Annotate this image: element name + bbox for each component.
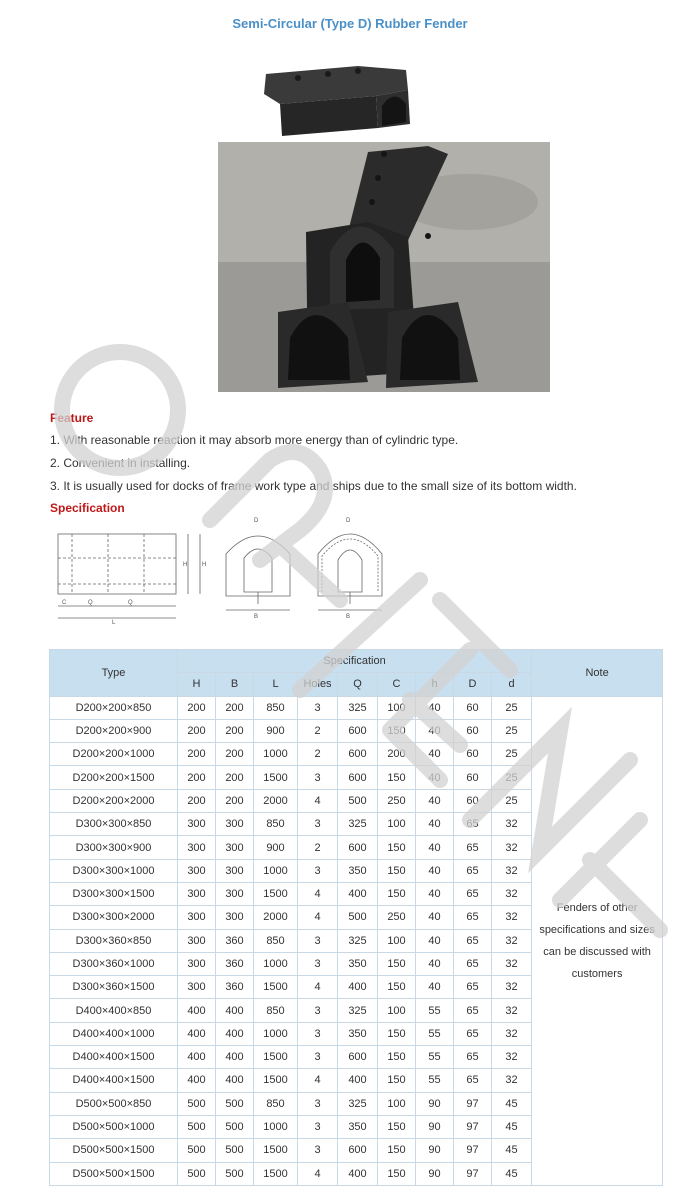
spec-cell: 97: [454, 1139, 492, 1162]
spec-cell: 3: [298, 813, 338, 836]
spec-cell: 300: [178, 952, 216, 975]
type-column-header: Type: [50, 650, 178, 697]
drawing-label: D: [346, 518, 351, 524]
spec-cell: 325: [338, 929, 378, 952]
spec-cell: 1000: [254, 1022, 298, 1045]
spec-cell: 250: [378, 906, 416, 929]
spec-cell: 45: [492, 1162, 532, 1185]
spec-column-header: H: [178, 673, 216, 696]
spec-cell: 4: [298, 882, 338, 905]
spec-cell: 100: [378, 813, 416, 836]
type-cell: D400×400×850: [50, 999, 178, 1022]
spec-cell: 65: [454, 882, 492, 905]
spec-cell: 2000: [254, 906, 298, 929]
spec-cell: 300: [178, 929, 216, 952]
spec-cell: 90: [416, 1092, 454, 1115]
spec-column-header: B: [216, 673, 254, 696]
spec-cell: 1500: [254, 766, 298, 789]
spec-cell: 300: [216, 813, 254, 836]
spec-cell: 300: [178, 976, 216, 999]
spec-cell: 200: [178, 789, 216, 812]
spec-cell: 90: [416, 1162, 454, 1185]
spec-cell: 500: [216, 1162, 254, 1185]
spec-cell: 850: [254, 929, 298, 952]
spec-cell: 97: [454, 1115, 492, 1138]
spec-cell: 65: [454, 859, 492, 882]
spec-cell: 500: [216, 1092, 254, 1115]
spec-cell: 600: [338, 1139, 378, 1162]
spec-cell: 40: [416, 836, 454, 859]
spec-cell: 32: [492, 813, 532, 836]
spec-cell: 325: [338, 1092, 378, 1115]
spec-cell: 3: [298, 1139, 338, 1162]
spec-cell: 3: [298, 929, 338, 952]
spec-cell: 97: [454, 1162, 492, 1185]
spec-cell: 55: [416, 1022, 454, 1045]
type-cell: D200×200×1000: [50, 743, 178, 766]
spec-cell: 150: [378, 1139, 416, 1162]
drawing-label: L: [112, 620, 116, 626]
spec-cell: 300: [216, 882, 254, 905]
spec-cell: 850: [254, 1092, 298, 1115]
spec-column-header: D: [454, 673, 492, 696]
type-cell: D300×300×1500: [50, 882, 178, 905]
spec-cell: 150: [378, 859, 416, 882]
type-cell: D500×500×1500: [50, 1139, 178, 1162]
spec-cell: 150: [378, 1022, 416, 1045]
spec-cell: 200: [216, 719, 254, 742]
spec-cell: 400: [178, 1022, 216, 1045]
spec-cell: 400: [216, 999, 254, 1022]
spec-cell: 32: [492, 1022, 532, 1045]
spec-cell: 400: [216, 1069, 254, 1092]
spec-cell: 200: [178, 766, 216, 789]
spec-cell: 3: [298, 952, 338, 975]
type-cell: D300×360×1000: [50, 952, 178, 975]
feature-item: 2. Convenient in installing.: [50, 456, 191, 470]
spec-cell: 40: [416, 952, 454, 975]
spec-cell: 40: [416, 813, 454, 836]
spec-cell: 90: [416, 1139, 454, 1162]
spec-cell: 350: [338, 1115, 378, 1138]
spec-cell: 90: [416, 1115, 454, 1138]
spec-cell: 60: [454, 743, 492, 766]
spec-cell: 360: [216, 952, 254, 975]
spec-cell: 400: [178, 999, 216, 1022]
spec-cell: 32: [492, 976, 532, 999]
type-cell: D300×360×850: [50, 929, 178, 952]
spec-cell: 1000: [254, 743, 298, 766]
spec-cell: 40: [416, 882, 454, 905]
spec-cell: 32: [492, 1069, 532, 1092]
spec-cell: 3: [298, 859, 338, 882]
spec-cell: 1500: [254, 1139, 298, 1162]
note-column-header: Note: [532, 650, 663, 697]
spec-cell: 25: [492, 719, 532, 742]
spec-cell: 2: [298, 743, 338, 766]
type-cell: D300×300×900: [50, 836, 178, 859]
spec-cell: 45: [492, 1092, 532, 1115]
spec-cell: 65: [454, 929, 492, 952]
spec-cell: 850: [254, 999, 298, 1022]
spec-cell: 1000: [254, 859, 298, 882]
spec-cell: 500: [178, 1162, 216, 1185]
spec-cell: 600: [338, 836, 378, 859]
type-cell: D200×200×2000: [50, 789, 178, 812]
spec-cell: 40: [416, 696, 454, 719]
spec-cell: 40: [416, 906, 454, 929]
spec-cell: 200: [216, 696, 254, 719]
drawing-label: H: [183, 562, 188, 568]
spec-cell: 250: [378, 789, 416, 812]
spec-cell: 500: [178, 1139, 216, 1162]
spec-column-header: Q: [338, 673, 378, 696]
spec-cell: 500: [216, 1139, 254, 1162]
spec-cell: 40: [416, 719, 454, 742]
spec-cell: 25: [492, 696, 532, 719]
spec-cell: 65: [454, 976, 492, 999]
spec-cell: 150: [378, 882, 416, 905]
fender-technical-drawing: [48, 514, 448, 626]
spec-cell: 1500: [254, 1069, 298, 1092]
spec-cell: 2: [298, 719, 338, 742]
spec-cell: 60: [454, 766, 492, 789]
spec-cell: 4: [298, 906, 338, 929]
spec-cell: 3: [298, 696, 338, 719]
spec-cell: 300: [178, 813, 216, 836]
spec-cell: 3: [298, 999, 338, 1022]
drawing-label: B: [254, 614, 259, 620]
spec-cell: 500: [178, 1115, 216, 1138]
spec-column-header: L: [254, 673, 298, 696]
spec-cell: 325: [338, 696, 378, 719]
spec-cell: 100: [378, 999, 416, 1022]
spec-cell: 200: [178, 719, 216, 742]
page-title: Semi-Circular (Type D) Rubber Fender: [232, 16, 468, 31]
drawing-label: B: [346, 614, 351, 620]
type-cell: D200×200×900: [50, 719, 178, 742]
spec-cell: 60: [454, 789, 492, 812]
spec-cell: 400: [178, 1069, 216, 1092]
feature-item: 1. With reasonable reaction it may absorb more energy than of cylindric type.: [50, 433, 459, 447]
spec-cell: 1500: [254, 882, 298, 905]
spec-cell: 40: [416, 789, 454, 812]
spec-cell: 360: [216, 976, 254, 999]
spec-cell: 900: [254, 836, 298, 859]
spec-cell: 3: [298, 1092, 338, 1115]
spec-cell: 400: [338, 1162, 378, 1185]
spec-cell: 32: [492, 1046, 532, 1069]
spec-column-header: d: [492, 673, 532, 696]
spec-cell: 25: [492, 766, 532, 789]
spec-cell: 100: [378, 696, 416, 719]
drawing-label: H: [202, 562, 207, 568]
spec-cell: 150: [378, 1115, 416, 1138]
spec-cell: 65: [454, 836, 492, 859]
spec-cell: 4: [298, 1069, 338, 1092]
spec-cell: 300: [178, 836, 216, 859]
type-cell: D400×400×1500: [50, 1069, 178, 1092]
specification-heading: Specification: [50, 501, 125, 515]
type-cell: D500×500×1000: [50, 1115, 178, 1138]
spec-cell: 1500: [254, 1162, 298, 1185]
specification-table: [49, 649, 663, 1186]
drawing-label: D: [254, 518, 259, 524]
type-cell: D400×400×1500: [50, 1046, 178, 1069]
spec-cell: 3: [298, 1022, 338, 1045]
spec-cell: 32: [492, 929, 532, 952]
spec-cell: 150: [378, 1046, 416, 1069]
spec-cell: 300: [216, 836, 254, 859]
drawing-label: C: [62, 600, 67, 606]
spec-cell: 32: [492, 999, 532, 1022]
spec-cell: 200: [178, 696, 216, 719]
spec-cell: 400: [338, 1069, 378, 1092]
fender-installation-photo: [218, 142, 550, 392]
spec-cell: 4: [298, 1162, 338, 1185]
spec-cell: 300: [178, 882, 216, 905]
drawing-label: Q: [88, 600, 93, 606]
spec-cell: 200: [216, 766, 254, 789]
spec-cell: 150: [378, 952, 416, 975]
spec-cell: 400: [178, 1046, 216, 1069]
spec-cell: 45: [492, 1115, 532, 1138]
spec-cell: 500: [338, 906, 378, 929]
spec-cell: 600: [338, 719, 378, 742]
spec-cell: 100: [378, 1092, 416, 1115]
note-cell: Fenders of other specifications and sizes can be discussed with customers: [532, 696, 663, 1185]
spec-cell: 1000: [254, 952, 298, 975]
spec-cell: 1500: [254, 976, 298, 999]
spec-cell: 150: [378, 836, 416, 859]
spec-cell: 500: [178, 1092, 216, 1115]
spec-cell: 300: [216, 859, 254, 882]
spec-cell: 40: [416, 976, 454, 999]
spec-cell: 150: [378, 976, 416, 999]
spec-cell: 600: [338, 1046, 378, 1069]
spec-cell: 150: [378, 1162, 416, 1185]
spec-cell: 1500: [254, 1046, 298, 1069]
spec-cell: 32: [492, 859, 532, 882]
spec-cell: 3: [298, 1046, 338, 1069]
spec-cell: 32: [492, 952, 532, 975]
spec-cell: 55: [416, 1069, 454, 1092]
type-cell: D500×500×1500: [50, 1162, 178, 1185]
type-cell: D300×300×1000: [50, 859, 178, 882]
spec-cell: 150: [378, 719, 416, 742]
spec-cell: 32: [492, 836, 532, 859]
spec-cell: 200: [216, 743, 254, 766]
spec-cell: 150: [378, 766, 416, 789]
spec-cell: 65: [454, 952, 492, 975]
type-cell: D300×360×1500: [50, 976, 178, 999]
feature-item: 3. It is usually used for docks of frame work type and ships due to the small size of its bottom width.: [50, 479, 577, 493]
spec-column-header: Holes: [298, 673, 338, 696]
spec-cell: 300: [178, 906, 216, 929]
spec-cell: 325: [338, 813, 378, 836]
spec-cell: 25: [492, 743, 532, 766]
spec-cell: 3: [298, 766, 338, 789]
spec-cell: 65: [454, 1022, 492, 1045]
type-cell: D200×200×1500: [50, 766, 178, 789]
spec-cell: 60: [454, 696, 492, 719]
spec-cell: 350: [338, 859, 378, 882]
spec-cell: 500: [216, 1115, 254, 1138]
type-cell: D400×400×1000: [50, 1022, 178, 1045]
spec-cell: 65: [454, 906, 492, 929]
spec-cell: 900: [254, 719, 298, 742]
spec-cell: 32: [492, 906, 532, 929]
spec-cell: 400: [216, 1022, 254, 1045]
spec-cell: 40: [416, 859, 454, 882]
spec-cell: 400: [338, 882, 378, 905]
spec-cell: 2000: [254, 789, 298, 812]
spec-cell: 500: [338, 789, 378, 812]
spec-cell: 200: [378, 743, 416, 766]
spec-cell: 200: [178, 743, 216, 766]
spec-cell: 60: [454, 719, 492, 742]
spec-cell: 600: [338, 743, 378, 766]
drawing-label: Q: [128, 600, 133, 606]
spec-cell: 100: [378, 929, 416, 952]
spec-cell: 300: [178, 859, 216, 882]
spec-cell: 400: [338, 976, 378, 999]
spec-cell: 360: [216, 929, 254, 952]
spec-cell: 850: [254, 813, 298, 836]
spec-cell: 65: [454, 999, 492, 1022]
type-cell: D200×200×850: [50, 696, 178, 719]
type-cell: D300×300×2000: [50, 906, 178, 929]
spec-cell: 200: [216, 789, 254, 812]
type-cell: D300×300×850: [50, 813, 178, 836]
spec-cell: 55: [416, 1046, 454, 1069]
spec-cell: 350: [338, 1022, 378, 1045]
spec-cell: 4: [298, 789, 338, 812]
spec-cell: 65: [454, 1046, 492, 1069]
specification-column-header: Specification: [178, 650, 532, 673]
spec-cell: 350: [338, 952, 378, 975]
spec-cell: 65: [454, 1069, 492, 1092]
spec-cell: 97: [454, 1092, 492, 1115]
feature-heading: Feature: [50, 411, 94, 425]
spec-column-header: h: [416, 673, 454, 696]
spec-cell: 2: [298, 836, 338, 859]
spec-cell: 400: [216, 1046, 254, 1069]
spec-cell: 55: [416, 999, 454, 1022]
spec-cell: 45: [492, 1139, 532, 1162]
spec-cell: 40: [416, 743, 454, 766]
spec-cell: 40: [416, 929, 454, 952]
spec-cell: 40: [416, 766, 454, 789]
table-row: [50, 696, 663, 719]
spec-cell: 850: [254, 696, 298, 719]
spec-cell: 300: [216, 906, 254, 929]
spec-cell: 3: [298, 1115, 338, 1138]
spec-column-header: C: [378, 673, 416, 696]
fender-product-photo: [258, 60, 420, 138]
spec-cell: 150: [378, 1069, 416, 1092]
spec-cell: 1000: [254, 1115, 298, 1138]
type-cell: D500×500×850: [50, 1092, 178, 1115]
spec-cell: 4: [298, 976, 338, 999]
spec-cell: 65: [454, 813, 492, 836]
spec-cell: 25: [492, 789, 532, 812]
spec-cell: 325: [338, 999, 378, 1022]
spec-cell: 32: [492, 882, 532, 905]
spec-cell: 600: [338, 766, 378, 789]
